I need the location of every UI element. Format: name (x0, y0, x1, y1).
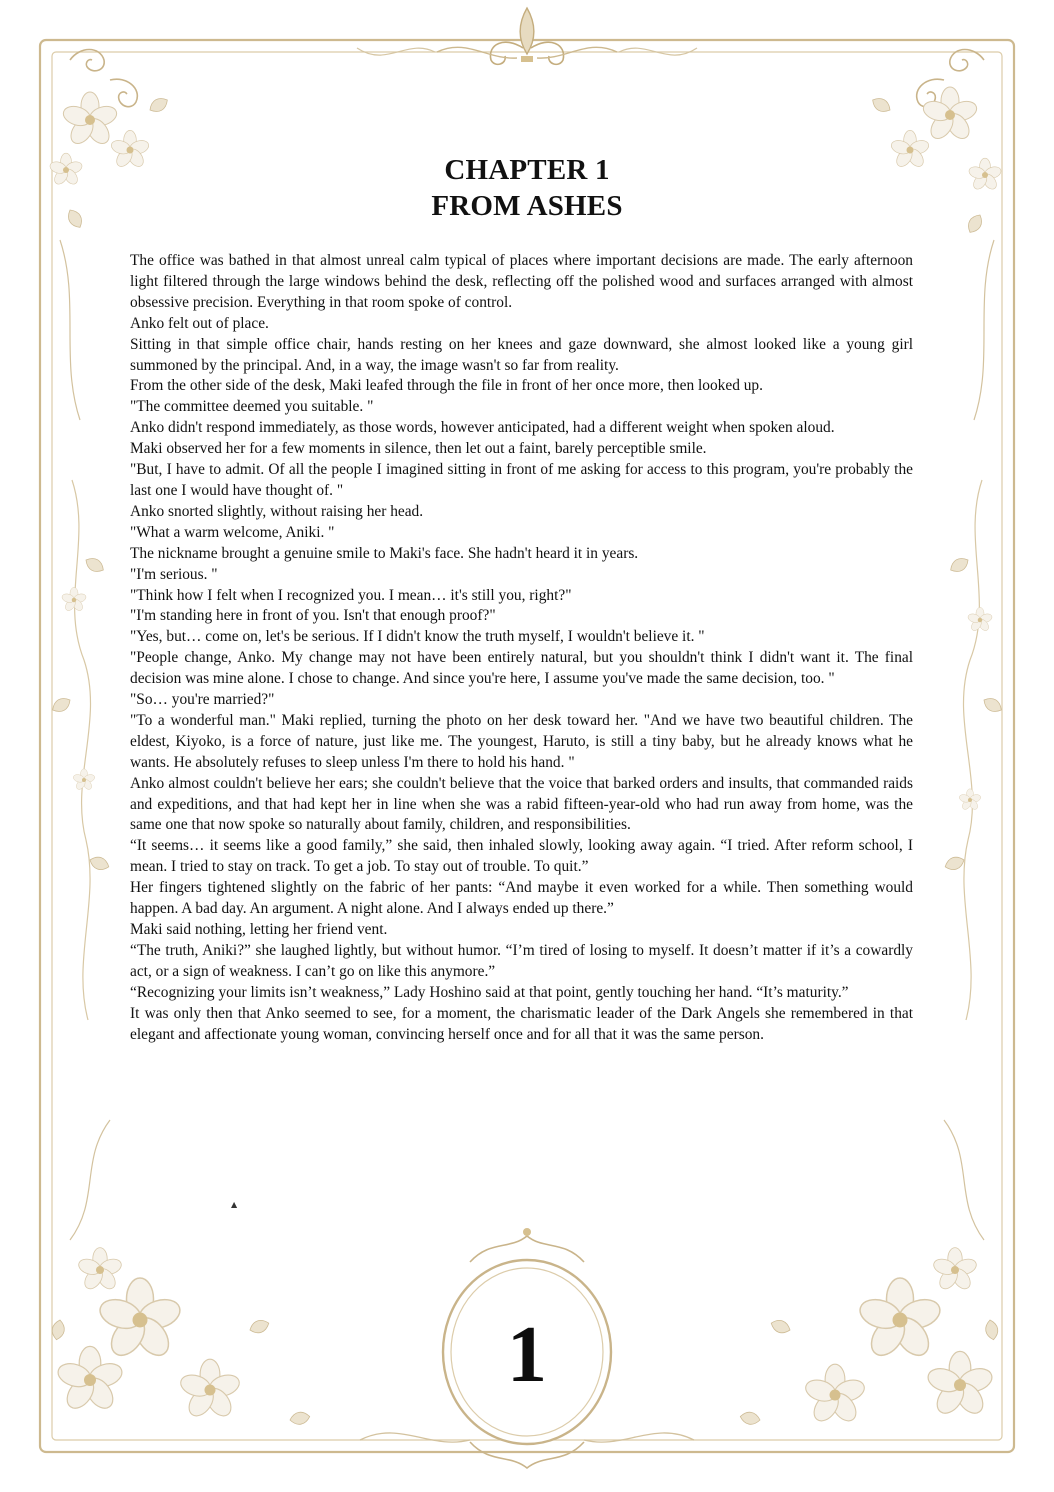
paragraph: "I'm serious. " (130, 565, 218, 583)
paragraph: Anko felt out of place. (130, 314, 269, 332)
paragraph: "People change, Anko. My change may not have been entirely natural, but you shouldn't think I didn't want it. The final decision was mine alone. I chose to change. And since you're here, I assume you've made the same decision, too. " (130, 649, 913, 688)
paragraph: "What a warm welcome, Aniki. " (130, 523, 335, 541)
paragraph: The nickname brought a genuine smile to Maki's face. She hadn't heard it in years. (130, 544, 639, 562)
chapter-body (130, 251, 913, 1045)
paragraph: Anko didn't respond immediately, as those words, however anticipated, had a different weight when spoken aloud. (130, 419, 835, 437)
chapter-number: CHAPTER 1 (444, 154, 610, 186)
paragraph: Maki said nothing, letting her friend vent. (130, 921, 388, 938)
paragraph: The office was bathed in that almost unreal calm typical of places where important decisions are made. The early afternoon light filtered through the large windows behind the desk, reflecting off the polished wood and surfaces arranged with almost obsessive precision. Everything in that room spoke of control. (130, 252, 913, 311)
paragraph: Sitting in that simple office chair, hands resting on her knees and gaze downward, she almost looked like a young girl summoned by the principal. And, in a way, the image wasn't so far from reality. (130, 335, 913, 374)
chapter-title: FROM ASHES (431, 190, 623, 222)
paragraph: Anko almost couldn't believe her ears; she couldn't believe that the voice that barked orders and insults, that commanded raids and expeditions, and that had kept her in line when she was a rabid fifteen-year-old who had run away from home, was the same one that now spoke so naturally about family, children, and responsibilities. (130, 774, 913, 834)
paragraph: Anko snorted slightly, without raising her head. (130, 502, 424, 520)
chapter-heading (0, 152, 1054, 224)
paragraph: "To a wonderful man." Maki replied, turning the photo on her desk toward her. "And we have two beautiful children. The eldest, Kiyoko, is a force of nature, just like me. The youngest, Haruto, is still a tiny baby, but he already knows what he wants. He absolutely refuses to sleep unless I'm there to hold his hand. " (130, 711, 913, 771)
paragraph: "So… you're married?" (130, 691, 275, 709)
stray-mark: ▲ (231, 1200, 238, 1209)
paragraph: Maki observed her for a few moments in silence, then let out a faint, barely perceptible smile. (130, 440, 707, 458)
paragraph: “It seems… it seems like a good family,” she said, then inhaled slowly, looking away again. “I tried. After reform school, I mean. I tried to stay on track. To get a job. To stay out of trouble. To quit.” (130, 837, 913, 876)
paragraph: It was only then that Anko seemed to see, for a moment, the charismatic leader of the Dark Angels she remembered in that elegant and affectionate young woman, convincing herself once and for all that it was the same person. (130, 1004, 913, 1043)
paragraph: "Think how I felt when I recognized you. I mean… it's still you, right?" (130, 586, 572, 604)
paragraph: "The committee deemed you suitable. " (130, 398, 374, 416)
paragraph: "But, I have to admit. Of all the people I imagined sitting in front of me asking for access to this program, you're probably the last one I would have thought of. " (130, 461, 913, 499)
fleur-de-lis-icon (357, 8, 697, 64)
paragraph: "I'm standing here in front of you. Isn't that enough proof?" (130, 607, 496, 625)
paragraph: “Recognizing your limits isn’t weakness,” Lady Hoshino said at that point, gently touching her hand. “It’s maturity.” (130, 983, 849, 1001)
paragraph: “The truth, Aniki?” she laughed lightly, but without humor. “I’m tired of losing to myself. It doesn’t matter if it’s a cowardly act, or a sign of weakness. I can’t go on like this anymore.” (130, 941, 913, 980)
paragraph: From the other side of the desk, Maki leafed through the file in front of her once more, then looked up. (130, 377, 763, 395)
paragraph: "Yes, but… come on, let's be serious. If I didn't know the truth myself, I wouldn't believe it. " (130, 628, 705, 646)
page-number: 1 (507, 1311, 547, 1399)
paragraph: Her fingers tightened slightly on the fabric of her pants: “And maybe it even worked for a while. Then something would happen. A bad day. An argument. A night alone. And I always ended up there.” (130, 879, 913, 918)
